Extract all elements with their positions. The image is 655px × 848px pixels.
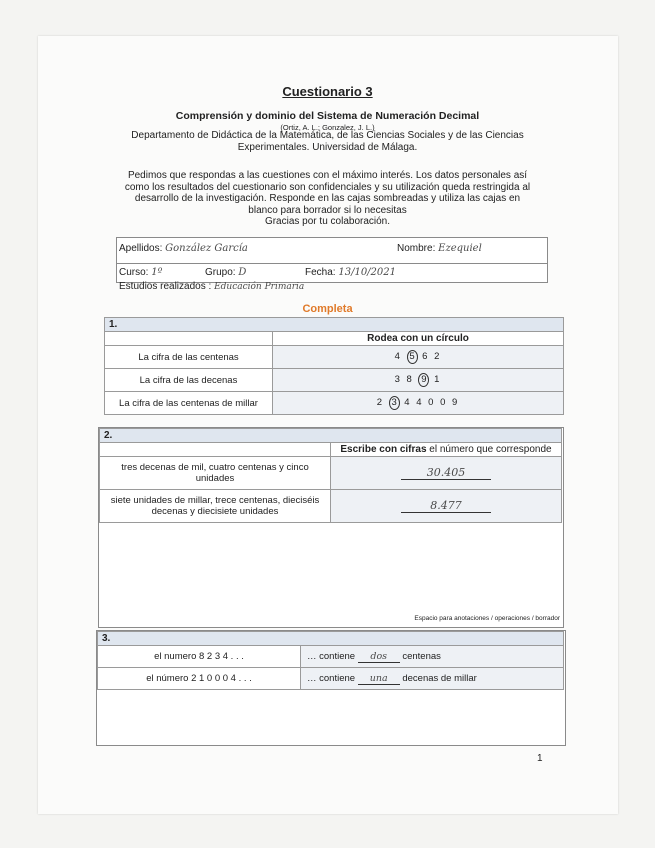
nombre-value: Ezequiel	[438, 243, 482, 254]
question-2-table	[99, 428, 562, 523]
q3-row-label: el número 2 1 0 0 0 4 . . .	[98, 668, 301, 690]
nombre-field[interactable]: Nombre: Ezequiel	[397, 243, 482, 254]
q2-row-label: tres decenas de mil, cuatro centenas y cinco unidades	[100, 457, 331, 490]
intro-line: desarrollo de la investigación. Responde en las cajas sombreadas y utiliza las cajas en	[134, 193, 521, 204]
page-title: Cuestionario 3	[282, 84, 373, 99]
curso-value: 1º	[151, 267, 163, 278]
circled-digit: 3	[389, 396, 400, 410]
question-3-table	[97, 631, 564, 690]
circled-digit: 9	[418, 373, 429, 387]
q1-answer-cell[interactable]: 2 3 4 4 0 0 9	[273, 392, 564, 415]
grupo-field[interactable]: Grupo: D	[205, 267, 247, 278]
q3-answer-cell[interactable]: … contiene dos centenas	[301, 646, 564, 668]
intro-line: Gracias por tu colaboración.	[264, 216, 391, 227]
q1-row-label: La cifra de las centenas de millar	[105, 392, 273, 415]
q2-answer-2: 8.477	[401, 499, 491, 513]
q1-row-label: La cifra de las decenas	[105, 369, 273, 392]
department-line: Departamento de Didáctica de la Matemática, de las Ciencias Sociales y de las Ciencias	[131, 130, 524, 141]
intro-text	[0, 170, 655, 228]
q3-answer-cell[interactable]: … contiene una decenas de millar	[301, 668, 564, 690]
q1-answer-cell[interactable]: 4 5 6 2	[273, 346, 564, 369]
q2-answer-cell[interactable]	[331, 457, 562, 490]
estudios-value: Educación Primaria	[214, 282, 305, 292]
subtitle: Comprensión y dominio del Sistema de Numeración Decimal	[175, 110, 480, 122]
fecha-field[interactable]: Fecha: 13/10/2021	[305, 267, 396, 278]
apellidos-value: González García	[165, 243, 248, 254]
apellidos-field[interactable]: Apellidos: González García	[119, 243, 248, 254]
scratch-area-note: Espacio para anotaciones / operaciones / borrador	[414, 615, 560, 622]
grupo-value: D	[238, 267, 247, 278]
q2-instruction: Escribe con cifras el número que corresponde	[331, 443, 562, 457]
intro-line: Pedimos que respondas a las cuestiones con el máximo interés. Los datos personales así	[127, 170, 528, 181]
q2-answer-cell[interactable]	[331, 490, 562, 523]
q3-answer-1: dos	[358, 651, 400, 663]
q2-row-label: siete unidades de millar, trece centenas, dieciséis decenas y diecisiete unidades	[100, 490, 331, 523]
department-line: Experimentales. Universidad de Málaga.	[237, 142, 418, 153]
question-number: 2.	[100, 429, 562, 443]
intro-line: blanco para borrador si lo necesitas	[248, 204, 407, 216]
q1-row-label: La cifra de las centenas	[105, 346, 273, 369]
question-number: 3.	[98, 632, 564, 646]
completa-heading: Completa	[302, 303, 353, 315]
curso-field[interactable]: Curso: 1º	[119, 267, 163, 278]
q1-instruction: Rodea con un círculo	[273, 332, 564, 346]
question-1-table	[104, 317, 564, 415]
q3-answer-2: una	[358, 673, 400, 685]
q1-answer-cell[interactable]: 3 8 9 1	[273, 369, 564, 392]
circled-digit: 5	[407, 350, 418, 364]
q3-row-label: el numero 8 2 3 4 . . .	[98, 646, 301, 668]
page-number: 1	[537, 753, 543, 764]
department	[0, 130, 655, 154]
intro-line: como los resultados del cuestionario son confidenciales y su utilización queda restringida al	[124, 181, 531, 193]
authors: (Ortiz, A. L.; Gonzalez, J. L.)	[280, 123, 375, 132]
fecha-value: 13/10/2021	[338, 267, 396, 278]
question-number: 1.	[105, 318, 564, 332]
estudios-field[interactable]: Estudios realizados : Educación Primaria	[119, 281, 305, 292]
q2-answer-1: 30.405	[401, 466, 491, 480]
